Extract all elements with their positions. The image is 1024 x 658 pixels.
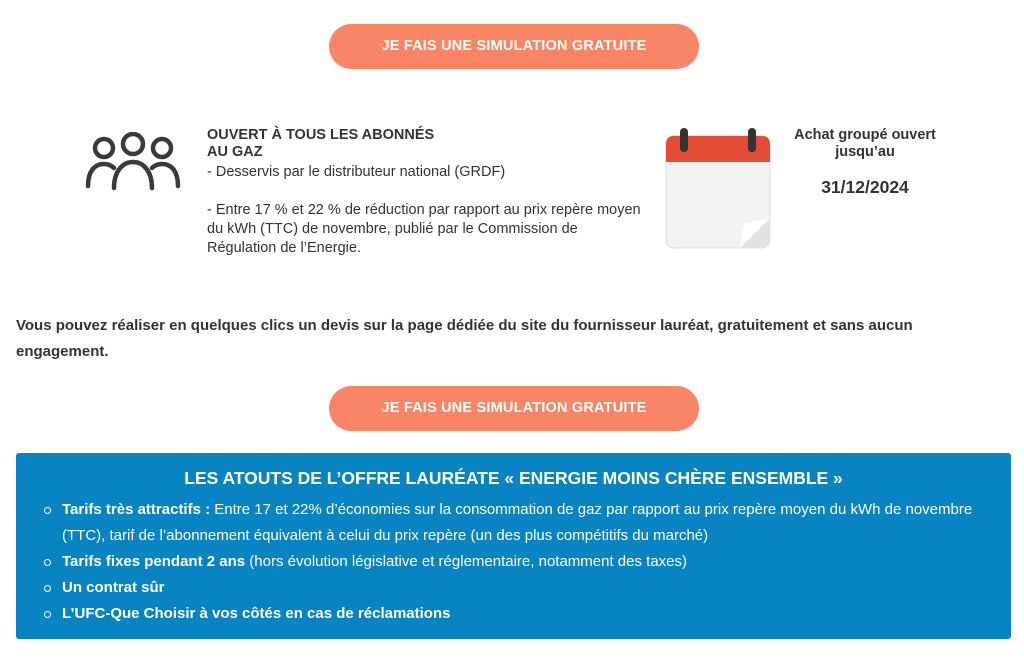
people-group-icon xyxy=(84,132,182,192)
list-item xyxy=(44,575,1004,601)
item-text: (hors évolution législative et réglementaire, notamment des taxes) xyxy=(245,553,688,570)
intro-text: Vous pouvez réaliser en quelques clics un devis sur la page dédiée du site du fournisseur lauréat, gratuitement et sans aucun engagement. xyxy=(16,317,913,360)
bullet-icon xyxy=(44,559,51,566)
item-bold: Tarifs fixes pendant 2 ans xyxy=(62,553,246,570)
item-bold: Tarifs très attractifs : xyxy=(62,501,211,518)
bullet-icon xyxy=(44,507,51,514)
calendar-label: Achat groupé ouvert jusqu’au xyxy=(794,127,936,160)
list-item xyxy=(44,601,1004,627)
item-bold: Un contrat sûr xyxy=(62,579,165,596)
simulation-button-bottom[interactable]: JE FAIS UNE SIMULATION GRATUITE xyxy=(329,386,699,431)
panel-title: LES ATOUTS DE L’OFFRE LAURÉATE « ENERGIE MOINS CHÈRE ENSEMBLE » xyxy=(184,468,843,488)
calendar-date: 31/12/2024 xyxy=(821,177,909,197)
feature-line-reduction: - Entre 17 % et 22 % de réduction par rapport au prix repère moyen du kWh (TTC) de novembre, publié par le Commission de Régulation de l’Energie. xyxy=(207,202,641,256)
calendar-icon xyxy=(664,126,772,250)
bullet-icon xyxy=(44,611,51,618)
feature-title: OUVERT À TOUS LES ABONNÉS AU GAZ xyxy=(207,127,435,160)
offer-benefits-panel xyxy=(16,453,1011,639)
simulation-button-top[interactable]: JE FAIS UNE SIMULATION GRATUITE xyxy=(329,24,699,69)
list-item xyxy=(44,497,1004,549)
feature-line-distributor: - Desservis par le distributeur national (GRDF) xyxy=(207,164,506,180)
item-bold: L’UFC-Que Choisir à vos côtés en cas de réclamations xyxy=(62,605,451,622)
item-text: Entre 17 et 22% d’économies sur la consommation de gaz par rapport au prix repère moyen du kWh de novembre (TTC), tarif de l’abonnement équivalent à celui du prix repère (un des plus compétitifs du marché) xyxy=(62,501,973,544)
bullet-icon xyxy=(44,585,51,592)
list-item xyxy=(44,549,1004,575)
benefits-list xyxy=(44,497,1004,627)
